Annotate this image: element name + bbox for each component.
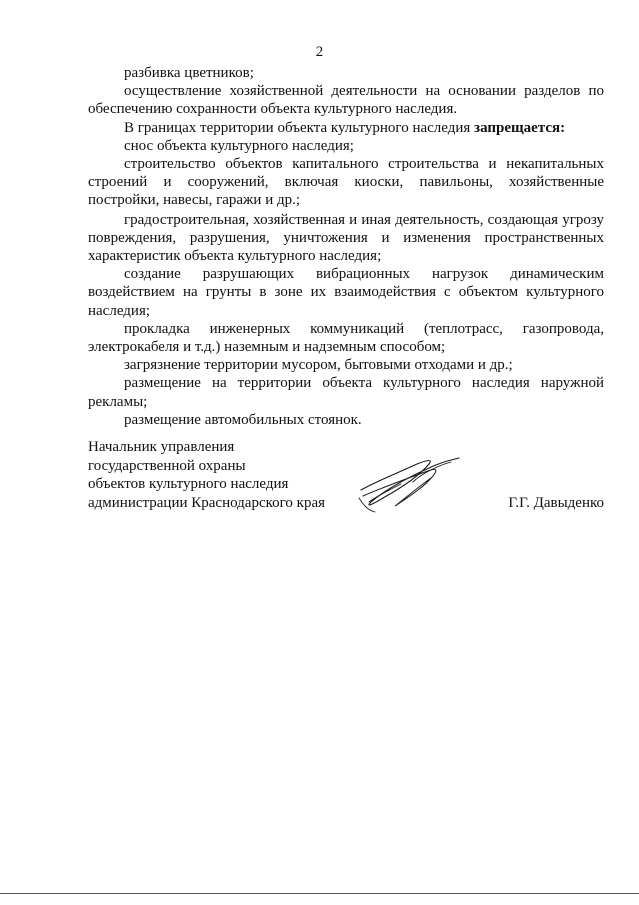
document-body: [88, 64, 604, 429]
list-item: прокладка инженерных коммуникаций (теплотрасс, газопровода, электрокабеля и т.д.) наземным и надземным способом;: [88, 320, 604, 356]
list-item: разбивка цветников;: [124, 65, 254, 81]
signatory-title-line: администрации Краснодарского края: [88, 494, 326, 511]
list-item: градостроительная, хозяйственная и иная деятельность, создающая угрозу повреждения, разрушения, уничтожения и изменения пространственных характеристик объекта культурного наследия;: [88, 211, 604, 265]
list-item: загрязнение территории мусором, бытовыми отходами и др.;: [124, 357, 513, 374]
list-item: осуществление хозяйственной деятельности на основании разделов по обеспечению сохранности объекта культурного наследия.: [88, 83, 604, 118]
signatory-title-line: объектов культурного наследия: [88, 476, 289, 493]
page-number: 2: [315, 44, 324, 60]
handwritten-signature: [355, 452, 475, 514]
signatory-title-line: Начальник управления: [88, 439, 235, 455]
list-item: создание разрушающих вибрационных нагрузок динамическим воздействием на грунты в зоне их взаимодействия с объектом культурного наследия;: [88, 266, 604, 319]
signature-block: [88, 438, 604, 512]
prohibited-intro: В границах территории объекта культурного наследия: [124, 119, 475, 136]
list-item: строительство объектов капитального строительства и некапитальных строений и сооружений, включая киоски, павильоны, хозяйственные постройки, навесы, гаражи и др.;: [88, 156, 604, 209]
signatory-name: Г.Г. Давыденко: [508, 495, 604, 511]
prohibited-heading: [88, 119, 604, 137]
footer-rule: [0, 893, 639, 894]
signatory-title-line: государственной охраны: [88, 457, 246, 474]
list-item: размещение автомобильных стоянок.: [124, 411, 362, 428]
list-item: снос объекта культурного наследия;: [124, 137, 354, 154]
prohibited-keyword: запрещается:: [474, 119, 566, 136]
list-item: размещение на территории объекта культурного наследия наружной рекламы;: [88, 375, 604, 410]
